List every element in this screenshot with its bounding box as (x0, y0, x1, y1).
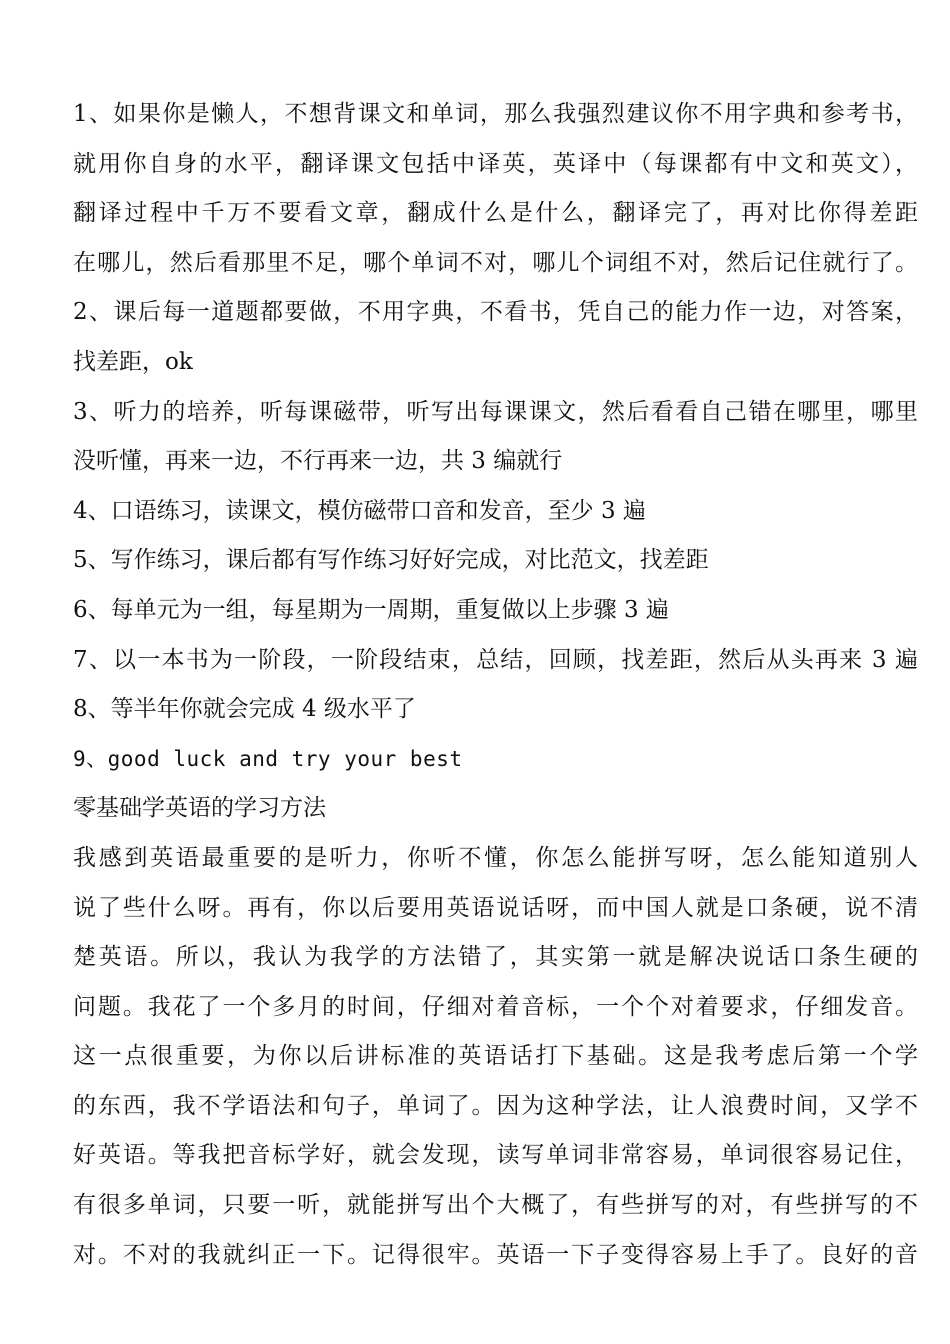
text-line: 2、课后每一道题都要做，不用字典，不看书，凭自己的能力作一边，对答案， (73, 299, 918, 326)
section-heading: 零基础学英语的学习方法 (73, 795, 326, 822)
text-line: 楚英语。所以，我认为我学的方法错了，其实第一就是解决说话口条生硬的 (73, 944, 918, 971)
text-line: 没听懂，再来一边，不行再来一边，共 3 编就行 (73, 448, 563, 475)
text-line: 在哪儿，然后看那里不足，哪个单词不对，哪儿个词组不对，然后记住就行了。 (73, 249, 918, 276)
text-line: 就用你自身的水平，翻译课文包括中译英，英译中（每课都有中文和英文）， (73, 150, 918, 177)
text-line: 对。不对的我就纠正一下。记得很牢。英语一下子变得容易上手了。良好的音 (73, 1241, 918, 1268)
text-line: 6、每单元为一组，每星期为一周期，重复做以上步骤 3 遍 (73, 596, 669, 623)
text-line: 说了些什么呀。再有，你以后要用英语说话呀，而中国人就是口条硬，说不清 (73, 894, 918, 921)
text-line: 这一点很重要，为你以后讲标准的英语话打下基础。这是我考虑后第一个学 (73, 1043, 918, 1070)
text-line: 4、口语练习，读课文，模仿磁带口音和发音，至少 3 遍 (73, 497, 646, 524)
text-line: 5、写作练习，课后都有写作练习好好完成，对比范文，找差距 (73, 547, 709, 574)
text-line: 找差距，ok (73, 348, 193, 375)
text-line: 3、听力的培养，听每课磁带，听写出每课课文，然后看看自己错在哪里，哪里 (73, 398, 918, 425)
text-line: 有很多单词，只要一听，就能拼写出个大概了，有些拼写的对，有些拼写的不 (73, 1192, 918, 1219)
text-line: 翻译过程中千万不要看文章，翻成什么是什么，翻译完了，再对比你得差距 (73, 200, 918, 227)
text-line: 1、如果你是懒人，不想背课文和单词，那么我强烈建议你不用字典和参考书， (73, 101, 918, 127)
text-line: 7、以一本书为一阶段，一阶段结束，总结，回顾，找差距，然后从头再来 3 遍 (73, 646, 918, 673)
text-line: 我感到英语最重要的是听力，你听不懂，你怎么能拼写呀，怎么能知道别人 (73, 844, 918, 871)
text-line: 问题。我花了一个多月的时间，仔细对着音标，一个个对着要求，仔细发音。 (73, 993, 918, 1020)
text-line: 8、等半年你就会完成 4 级水平了 (73, 696, 416, 723)
text-line: 的东西，我不学语法和句子，单词了。因为这种学法，让人浪费时间，又学不 (73, 1092, 918, 1119)
document-body (73, 90, 918, 1280)
text-line: 好英语。等我把音标学好，就会发现，读写单词非常容易，单词很容易记住， (73, 1142, 918, 1169)
text-line: 9、good luck and try your best (73, 746, 463, 771)
